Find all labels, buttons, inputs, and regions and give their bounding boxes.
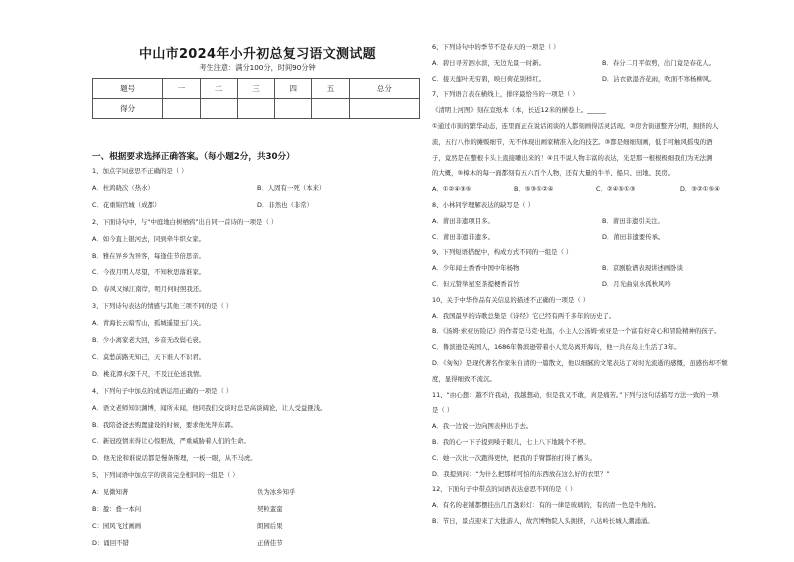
question-line: C．她一次比一次跑得更快，把我的手臂都拍打得了搐头。	[432, 453, 597, 462]
score-input-cell[interactable]	[237, 99, 274, 119]
question-line: A．有名的老铺都摆挂出几百盏彩灯：有的一律是玻璃的，有的清一色是牛角的。	[432, 501, 661, 510]
option-text: D：诵回不错	[92, 538, 129, 547]
option-text: B：盈：叠一本问	[92, 505, 142, 513]
question-line: D．桃花潭水深千尺，不及汪伦送我情。	[92, 369, 206, 378]
score-input-cell[interactable]	[312, 99, 349, 119]
question-line: A．我一边说一边向图表伸出手去。	[432, 422, 533, 431]
score-input-cell[interactable]	[200, 99, 237, 119]
option-text: C．②④⑤①③	[596, 185, 636, 194]
question-line: 8、小林同学理解表达的缺写是（ ）	[432, 201, 534, 209]
option-text: A：见微知著	[92, 488, 129, 497]
question-line: 度，显得细致不流沉。	[432, 374, 496, 383]
question-line: 6、下列诗句中的季节不是春天的一项是（ ）	[432, 43, 560, 51]
page-title: 中山市2024年小升初总复习语文测试题	[139, 47, 376, 62]
option-text: 正倩佳节	[257, 538, 283, 547]
question-line: 2、下面诗句中，与“中庭地白树栖鸦”出自同一首诗的一项是（ ）	[92, 217, 278, 226]
score-input-cell[interactable]	[163, 99, 200, 119]
question-line: 流，五行八作的摊贩细节，无不体现出画家精准入化的技艺。③都是细细刻画，低手可触风摇曳的酒	[432, 137, 713, 146]
question-line: 9、下列短语搭配中，构成方式不同的一组是（ ）	[432, 248, 573, 257]
score-table-cell: 五	[312, 79, 349, 99]
option-text: C：园风飞过画画	[92, 521, 142, 530]
score-table-cell: 四	[275, 79, 312, 99]
option-text: D．莆田非遗要传承。	[602, 232, 665, 241]
question-line: 10、关于中华作品有关信息的描述不正确的一项是（ ）	[432, 295, 590, 304]
question-line: 3、下列诗句表达的情感与其他三项不同的是（ ）	[92, 302, 233, 311]
question-line: A．我国最早的诗歌总集是《诗经》它已经有两千多年的历史了。	[432, 311, 616, 320]
option-text: C．莆田非遗非遗多。	[432, 232, 494, 241]
question-line: B．《汤姆·索亚历险记》的作者是马克·吐温，小主人公汤姆·索亚是一个富有好奇心和冒险精神的孩子。	[432, 327, 721, 336]
option-text: B．人固有一死（本来）	[257, 183, 326, 192]
option-text: 负为冰乡知乎	[257, 488, 296, 497]
question-line: B．雅在异乡为异客，每逢佳节倍思亲。	[92, 251, 206, 260]
question-line: 子，竟然是在整根卡头上直接雕出来的！④且不说人物丰富的表达，光是那一根根极细我们为无法测	[432, 153, 713, 162]
question-line: ①通过市街的繁华动态，连里面正在说话闲谈的人都刻画得活灵活现。②房舍街道整齐分明，拥挤的人	[432, 122, 719, 130]
question-line: 的大概，⑤樟木的每一面都刻有五六百个人物，还有大量的牛羊、船只、田地、民房。	[432, 169, 675, 178]
option-text: C．接天莲叶无穷碧，映日荷花别样红。	[432, 74, 546, 83]
question-line: D．《匆匆》是现代著名作家朱自清的一篇散文，他以细腻的文笔表达了对时光流逝的感慨，虽感伤却不颓	[432, 359, 728, 367]
option-text: D．月光曲泉水孤秋风吟	[602, 280, 671, 288]
score-table-cell: 三	[237, 79, 274, 99]
option-text: A．①②④③⑤	[432, 185, 472, 194]
question-line: 5、下列词语中加点字的读音完全相同的一组是（ ）	[92, 471, 239, 480]
exam-notice: 考生注意：满分100分，时间90分钟	[199, 63, 316, 72]
score-table	[92, 78, 420, 119]
question-line: 《清明上河图》刻在宣纸本（本，长近12米的横卷上。______	[432, 106, 607, 115]
score-table-row-label: 得分	[93, 99, 163, 119]
question-line: 12、下面句子中带点的词语表达意思不同的是（ ）	[432, 485, 577, 494]
score-table-cell: 题号	[93, 79, 163, 99]
option-text: C．但元赞举星至茶提梗香首竹	[432, 280, 520, 288]
option-text: A．碧日寻芳泗水滨，无边光景一时新。	[432, 58, 546, 67]
question-line: B．我的心一下子提到嗓子眼儿，七上八下地跳个不停。	[432, 438, 590, 446]
question-line: D．春风又绿江南岸，明月何时照我还。	[92, 285, 206, 294]
question-line: C．今夜月明人尽望，不知秋思落谁家。	[92, 268, 206, 277]
section-heading: 一、根据要求选择正确答案。（每小题2分，共30分）	[92, 152, 295, 162]
option-text: B．春分二月平似剪，出门竟是春花人。	[602, 58, 716, 67]
question-line: D．他无论和谁说话都是慢条斯理，一板一眼，从不马虎。	[92, 454, 257, 463]
question-line: A．如今直上银河去，同到牵牛织女家。	[92, 234, 206, 243]
question-line: 1、加点字词意思不正确的是（ ）	[92, 167, 188, 175]
question-line: 11、“由心想：越不许我动，我越想动，但是我又不敢，真是痛苦。”下列与这句话描写方法一致的一项	[432, 390, 719, 399]
option-text: A．莆田非遗项目多。	[432, 216, 494, 225]
option-text: 朗园后果	[257, 521, 283, 530]
option-text: B．京剧脸谱表现讲述画卧谈	[602, 264, 684, 273]
option-text: B．莆田非遗引关注。	[602, 216, 664, 225]
score-table-header-row	[93, 79, 420, 99]
option-text: D．非然也（非常）	[257, 200, 314, 209]
option-text: A．少年闻士香香中国中年杨物	[432, 264, 520, 273]
option-text: A．杜鸿晓次（热水）	[92, 183, 154, 192]
option-text: D．③②①⑤④	[680, 185, 720, 194]
option-text: C．花重锦官城（成都）	[92, 200, 161, 209]
question-line: D．我提到问：“为什么把那样可怕的东西放在这么好的衣里？”	[432, 469, 610, 478]
question-line: C．鲁滨逊是英国人，1686年鲁滨逊带着小人荒岛离开海岛，他一共在岛上生活了3年。	[432, 343, 681, 352]
question-line: B．我陪爸爸去购置建设的时候，要求他先拜东郭。	[92, 420, 237, 429]
question-line: 4、下列句子中加点的成语运用正确的一项是（ ）	[92, 386, 233, 395]
question-line: B．节日，景点迎来了大批游人，故宫博物院人头拥挤，八达岭长城人潮涌涌。	[432, 517, 654, 525]
score-input-cell[interactable]	[349, 99, 419, 119]
question-line: A．语文老师知识渊博，闻所未闻，他同我们交谈时总是高谈阔论，让人受益匪浅。	[92, 403, 327, 412]
score-table-score-row	[93, 99, 420, 119]
question-line: 7、下列语言表在横线上，排序最恰当的一项是（ ）	[432, 90, 579, 99]
score-table-cell: 一	[163, 79, 200, 99]
question-line: C．莫愁前路无知己，天下谁人不识君。	[92, 352, 206, 361]
option-text: 契粒蛮蛮	[257, 505, 283, 513]
score-input-cell[interactable]	[275, 99, 312, 119]
option-text: B．⑤③①②④	[514, 185, 554, 194]
option-text: D．沾衣欲湿杏花雨，吹面不寒杨柳风。	[602, 74, 716, 83]
question-line: 是（ ）	[432, 406, 454, 415]
score-table-cell: 二	[200, 79, 237, 99]
question-line: B．少小离家老大回，乡音无改鬓毛衰。	[92, 336, 206, 344]
question-line: C．新冠疫情来得让心惊胆战，严重威胁着人们的生命。	[92, 437, 250, 446]
score-table-cell: 总分	[349, 79, 419, 99]
question-line: A．青海长云暗雪山，孤城遥望玉门关。	[92, 319, 206, 328]
